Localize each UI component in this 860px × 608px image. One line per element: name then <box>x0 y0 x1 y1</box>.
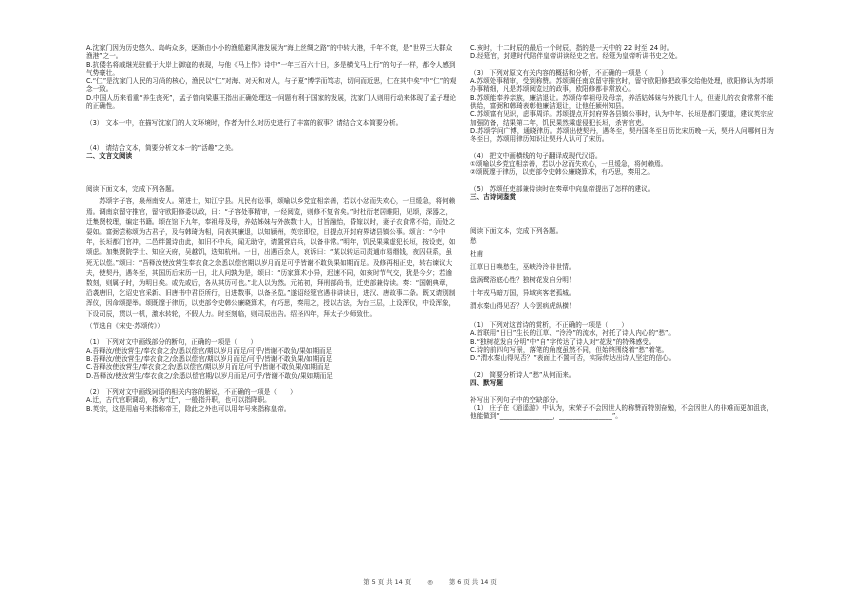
question-1-option-b: B.吾释汝/使汝营生/奉衣食之/余悉以偿官/期以岁月而足/可乎/皆谢不敢负果/如期而足 <box>86 354 333 363</box>
poem-question-1-option-b: B.“独树花发自分明”中“自”字传达了诗人对“花发”的特殊感受。 <box>470 337 656 346</box>
question-3-option-b: B.苏颂能奉养亲族，廉洁退让。苏颂侍奉祖母及母亲，养活姑姊妹与外族几十人，但妻儿的衣食常常不能供给，富弼和韩琦表彰他廉洁退让，让他任颍州知县。 <box>470 93 774 111</box>
question-1: （1） 下列对文中画线部分的断句，正确的一项是（ ） <box>86 338 258 347</box>
question-1-option-a: A.吾释汝/使汝营生/奉衣食之余/悉以偿官/期以岁月而足/可乎/皆谢不敢负/果如期而足 <box>86 346 333 355</box>
translation-sentence-2: ②颂既邃于律历，以吏部令史韩公廉晓算术，有巧思，奏用之。 <box>470 168 654 177</box>
page-footer <box>0 577 860 586</box>
section-heading-poetry: 三、古诗词鉴赏 <box>470 193 517 202</box>
page-number-right: 第 6 页 共 14 页 <box>448 578 497 586</box>
passage-source: （节选自《宋史·苏颂传》） <box>86 321 164 330</box>
poem-line: 渭水秦山得见否？人今罢病虎纵横！ <box>470 301 576 310</box>
reading-instruction: 阅读下面文本，完成下列各题。 <box>470 226 563 235</box>
poem <box>470 235 778 313</box>
option-d: D.中国人历来看重“养生丧死”，孟子曾向梁惠王指出正确处理这一问题有利于国家的发展，沈家门人则用行动来体现了孟子理论的正确性。 <box>86 93 457 111</box>
question-3-option-c: C.苏颂富有见识，虑事周详。苏颂提点开封府界各县镇公事时，认为中年、长垣是都门要道，建议英宗应加强防备，结果第二年，饥民果然乘虚侵犯长垣，杀害官吏。 <box>470 110 774 127</box>
question-1-option-c: C.吾释汝使汝营生/奉衣食之余/悉以偿官/期以岁月而足/可乎/皆谢不敢负果/如期而足 <box>86 363 331 372</box>
left-column <box>86 44 458 413</box>
poem-question-2: （2） 简要分析诗人“愁”从何而来。 <box>470 370 576 379</box>
poem-line: 十年戎马暗万国，异域宾客老孤城。 <box>470 288 576 297</box>
poem-line: 江草日日唤愁生，巫峡泠泠非世情。 <box>470 262 576 271</box>
poem-title: 愁 <box>470 236 477 245</box>
poem-author: 杜甫 <box>470 249 484 258</box>
reading-instruction: 阅读下面文本，完成下列各题。 <box>86 185 179 194</box>
question-2-option-c: C.亥时，十二时辰的最后一个时辰，指的是一天中的 22 时至 24 时。 <box>470 44 674 52</box>
question-2-option-d: D.经筵官，封建时代陪伴皇帝讲读经史之官。经筵为皇帝听讲书史之处。 <box>470 52 682 61</box>
section-heading-classical-chinese: 二、文言文阅读 <box>86 151 133 160</box>
question-4: （4） 把文中画横线的句子翻译成现代汉语。 <box>470 151 602 160</box>
poem-line: 盘涡鹭浴底心性？独树花发自分明！ <box>470 275 576 284</box>
page-number-left: 第 5 页 共 14 页 <box>363 578 412 586</box>
question-2-option-b: B.英宗，这是用庙号来指称帝王，除此之外也可以用年号来指称皇帝。 <box>86 404 291 413</box>
section-heading-dictation: 四、默写题 <box>470 379 503 388</box>
option-c: C.“仁”是沈家门人民的习尚的核心，渔民以“仁”对海、对天和对人，与子夏“博学而笃志，切问而近思，仁在其中矣”中“仁”的观念一致。 <box>86 77 457 94</box>
poem-question-1: （1） 下列对这首诗的赏析，不正确的一项是（ ） <box>470 321 628 330</box>
fill-in-item-1: （1） 庄子在《逍遥游》中认为，宋荣子不会因世人的称赞而特别奋勉，不会因世人的非难而更加沮丧，他能做到“________________，________________”。 <box>470 404 774 421</box>
right-column <box>470 44 778 421</box>
question-5: （5） 苏颂任吏部兼侍读时在奏章中向皇帝提出了怎样的建议。 <box>470 185 655 194</box>
question-3-option-a: A.苏颂处事精审，受到称赞。苏颂调任南京留守推官时，留守欧阳修把政事交给他处理，欧阳修认为苏颂办事精细，凡是苏颂阅览过的政事，欧阳修都非常放心。 <box>470 77 774 94</box>
option-a: A.沈家门因为历史悠久、岛屿众多，逐渐由小小的渔船避风港发展为“海上丝绸之路”的中转大港，千年不衰，是“世界三大群众渔港”之一。 <box>86 44 453 61</box>
question-3: （3） 下列对原文有关内容的概括和分析，不正确的一项是（ ） <box>470 68 668 77</box>
question-3: （3） 文本一中，在描写沈家门的人文环境时，作者为什么对历史进行了丰富的叙事？请结合文本简要分析。 <box>86 118 403 127</box>
question-4: （4） 请结合文本，简要分析文本一的“活趣”之美。 <box>86 143 238 152</box>
page-separator: ◎ <box>427 578 433 586</box>
poem-question-1-option-d: D.“渭水秦山得见否？”表面上不置可否，实际传达出诗人坚定的信心。 <box>470 354 676 363</box>
poem-question-1-option-a: A.首联用“日日”生长的江草、“泠泠”的流水，衬托了诗人内心的“愁”。 <box>470 329 676 338</box>
option-b: B.抗倭名将戚继光驻毅于大岸上御寇的表现，与他《马上作》诗中“一年三百六十日，多是横戈马上行”的句子一样，都令人感到气势豪壮。 <box>86 60 456 77</box>
question-1-option-d: D.吾释汝/使汝营生/奉衣食之/余悉以偿官期/以岁月而足/可乎/皆谢不敢负/果如期而足 <box>86 371 333 380</box>
question-3-option-d: D.苏颂学问广博，通晓律历。苏颂出使契丹，遇冬至，契丹国冬至日历比宋历晚一天，契丹人问哪何日为冬至日，苏颂用律历知识让契丹人认可了宋历。 <box>470 126 774 144</box>
classical-passage <box>86 196 458 318</box>
question-2: （2） 下列对文中画线词语的相关内容的解说，不正确的一项是（ ） <box>86 388 297 397</box>
poem-question-1-option-c: C.诗的前四句写景，落笔的角度虽然不同，但始终围绕着“愁”着笔。 <box>470 346 669 355</box>
translation-sentence-1: ①颂喻以乡党宜相亲善，若以小忿而失欢心，一旦缓急，将何赖焉。 <box>470 160 668 169</box>
passage-text: 苏颂字子容，泉州南安人。第进士，知江宁县。凡民有讼事，颂喻以乡党宜相亲善，若以小忿而失欢心，一旦缓急，将何赖焉。调南京留守推官，留守欧阳修委以政，曰：“子容处事精审，一经阅览，则修不复省矣。”时杜衍老居睢阳，见颂，深器之，迁集贤校理，编定书籍。颂在馆下九年，奉祖母及母，养姑姊妹与外族数十人，甘旨融怡，昏嫁以时，妻子衣食常不给，而处之晏如。富弼尝称颂为古君子，及与韩琦为相，同表其廉退，以知颍州，英宗即位，目提点开封府界诸县镇公事。颂言：“今中年，长垣都门官冲，二邑绊置诗由此，如旧不中兵，闻无助守，请置营启兵，以备非常。”明年，饥民果乘虚犯长垣，按设吏，如颂虑。加集贤院学士、知应天府，吴越饥，迭知杭州。一日，出遇百余人，哀诉曰：“某以转运司责逋市易缗钱，夜囚昼系，虽死无以偿。”颂曰：“吾释汝使汝营生奉衣食之余悉以偿官期以岁月而足可乎皆谢不敢负果如期而足。及修再相正史，转右谏议大夫，使契丹，遇冬至，其国历后宋历一日，北人问孰为是，颂曰：“历家算术小异，迟速不同，如亥时节气交，犹是今夕；若逾数刻，则属子时，为明日矣。或先或后，各从其历可也。”北人以为然。元祐初，拜刑部尚书，迁吏部兼侍读。奏：“国朝典章，沿袭唐旧，乞诏史官采新、旧唐书中君臣所行，日进数事，以备圣览。”遂诏经筵官遇非讲读日，进汉、唐故事二条。既又请别制浑仪，因命颂提举。颂既邃于律历，以吏部令史韩公廉晓算术，有巧思，奏用之，授以古法，为台三层，上设浑仪，中设浑象，下设司辰，贯以一机，激水转轮，不假人力。时至刻临，则司辰出告。绍圣四年，拜太子少师致仕。 <box>86 197 456 318</box>
question-2-option-a: A.迁，古代官职调动，称为“迁”，一般指升职，也可以指降职。 <box>86 396 271 405</box>
fill-in-instruction: 补写出下列句子中的空缺部分。 <box>470 395 563 404</box>
